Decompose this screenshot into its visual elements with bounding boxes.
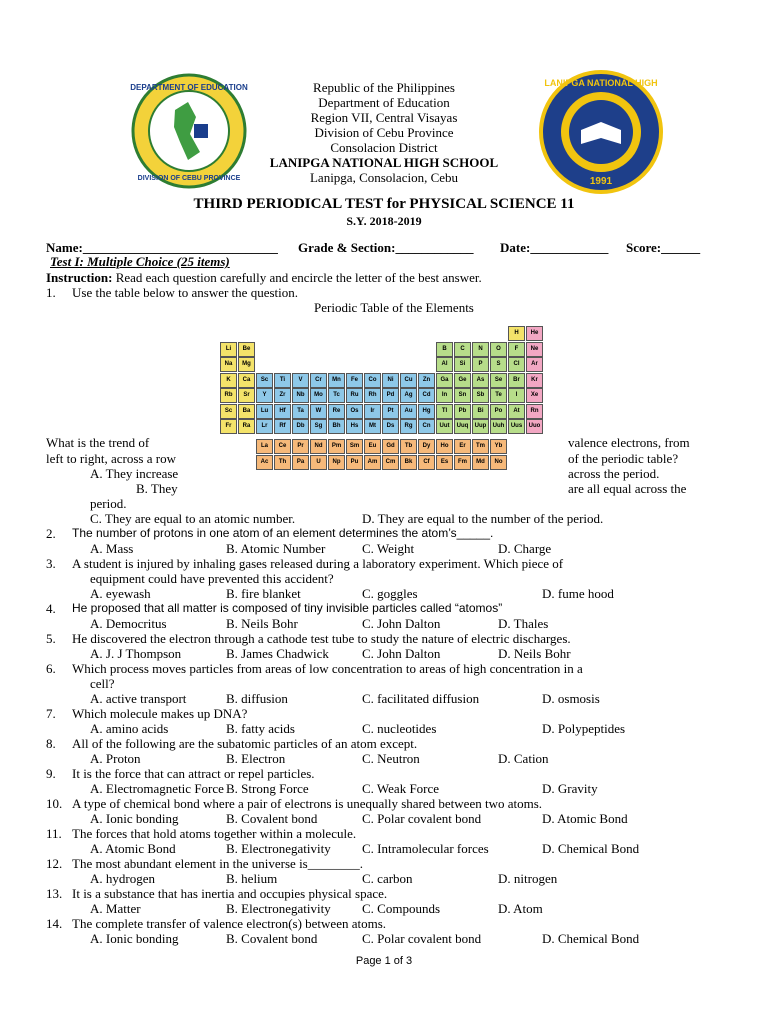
element-cell: Lu [256, 404, 273, 419]
option-d[interactable]: D. Cation [498, 751, 549, 766]
element-cell: No [490, 455, 507, 470]
option-b[interactable]: B. Strong Force [226, 781, 309, 796]
element-cell: Bk [400, 455, 417, 470]
question-text: A student is injured by inhaling gases released during a laboratory experiment. Which piece of [72, 556, 564, 571]
element-cell: Mn [328, 373, 345, 388]
element-cell: Zr [274, 388, 291, 403]
option-c[interactable]: C. Polar covalent bond [362, 931, 482, 946]
element-cell: Dy [418, 439, 435, 454]
element-cell: Ra [238, 419, 255, 434]
element-cell: C [454, 342, 471, 357]
element-cell: Br [508, 373, 525, 388]
question-number: 11. [46, 826, 62, 841]
element-cell: Hs [346, 419, 363, 434]
element-cell: Po [490, 404, 507, 419]
element-cell: Xe [526, 388, 543, 403]
option-d[interactable]: D. osmosis [542, 691, 600, 706]
element-cell: Cl [508, 357, 525, 372]
option-b[interactable]: B. diffusion [226, 691, 288, 706]
element-cell: Uuq [454, 419, 471, 434]
element-cell: In [436, 388, 453, 403]
option-b[interactable]: B. James Chadwick [226, 646, 329, 661]
element-cell: H [508, 326, 525, 341]
element-cell: Pb [454, 404, 471, 419]
element-cell: Tc [328, 388, 345, 403]
option-a[interactable]: A. Atomic Bond [90, 841, 176, 856]
element-cell: Ru [346, 388, 363, 403]
header-line: Department of Education [318, 95, 450, 110]
element-cell: I [508, 388, 525, 403]
element-cell: K [220, 373, 237, 388]
option-c[interactable]: C. facilitated diffusion [362, 691, 480, 706]
element-cell: Yb [490, 439, 507, 454]
test-title: THIRD PERIODICAL TEST for PHYSICAL SCIENCE 11 [193, 196, 575, 212]
question-text: It is the force that can attract or repel particles. [72, 766, 315, 781]
element-cell: Cn [418, 419, 435, 434]
element-cell: Y [256, 388, 273, 403]
element-cell: Ta [292, 404, 309, 419]
option-a[interactable]: A. hydrogen [90, 871, 155, 886]
element-cell: Pr [292, 439, 309, 454]
option-a[interactable]: A. amino acids [90, 721, 169, 736]
question-number: 9. [46, 766, 56, 781]
element-cell: He [526, 326, 543, 341]
element-cell: Th [274, 455, 291, 470]
svg-text:DIVISION OF CEBU PROVINCE: DIVISION OF CEBU PROVINCE [137, 175, 241, 182]
date-field[interactable]: Date:____________ [500, 240, 609, 255]
option-c[interactable]: C. Polar covalent bond [362, 811, 482, 826]
question-number: 10. [46, 796, 63, 811]
element-cell: Es [436, 455, 453, 470]
element-cell: Cd [418, 388, 435, 403]
element-cell: Ho [436, 439, 453, 454]
svg-text:1991: 1991 [589, 176, 613, 187]
element-cell: Ba [238, 404, 255, 419]
element-cell: Cu [400, 373, 417, 388]
element-cell: Pa [292, 455, 309, 470]
question-text: It is a substance that has inertia and occupies physical space. [72, 886, 388, 901]
element-cell: N [472, 342, 489, 357]
question-text-cont: equipment could have prevented this accident? [90, 571, 334, 586]
element-cell: F [508, 342, 525, 357]
element-cell: Ce [274, 439, 291, 454]
option-b[interactable]: B. Covalent bond [226, 931, 318, 946]
element-cell: Lr [256, 419, 273, 434]
element-cell: Hf [274, 404, 291, 419]
element-cell: Pd [382, 388, 399, 403]
element-cell: Ir [364, 404, 381, 419]
element-cell: Be [238, 342, 255, 357]
question-number: 14. [46, 916, 63, 931]
element-cell: Ar [526, 357, 543, 372]
element-cell: La [256, 439, 273, 454]
question-text: Which molecule makes up DNA? [72, 706, 248, 721]
element-cell: V [292, 373, 309, 388]
question-text-cont: cell? [90, 676, 115, 691]
element-cell: Gd [382, 439, 399, 454]
question-text: valence electrons, from [568, 435, 690, 450]
element-cell: Ni [382, 373, 399, 388]
option-d[interactable]: D. Chemical Bond [542, 841, 640, 856]
element-cell: Er [454, 439, 471, 454]
element-cell: Na [220, 357, 237, 372]
header-line: Republic of the Philippines [313, 80, 455, 95]
periodic-table-title: Periodic Table of the Elements [314, 300, 474, 315]
element-cell: Ag [400, 388, 417, 403]
instruction-text: Read each question carefully and encircle the letter of the best answer. [112, 270, 482, 285]
element-cell: B [436, 342, 453, 357]
option-c[interactable]: C. Compounds [362, 901, 441, 916]
element-cell: Ti [274, 373, 291, 388]
question-number: 4. [46, 601, 56, 616]
grade-section-field[interactable]: Grade & Section:____________ [298, 240, 474, 255]
school-address: Lanipga, Consolacion, Cebu [309, 170, 459, 185]
option-b-cont: are all equal across the [568, 481, 687, 496]
element-cell: Bh [328, 419, 345, 434]
header-line: Division of Cebu Province [314, 125, 454, 140]
option-d[interactable]: D. They are equal to the number of the period. [362, 511, 604, 526]
option-b[interactable]: B. Electronegativity [226, 901, 331, 916]
school-name: LANIPGA NATIONAL HIGH SCHOOL [269, 155, 499, 170]
element-cell: Mt [364, 419, 381, 434]
element-cell: Uuo [526, 419, 543, 434]
question-text: left to right, across a row [46, 451, 176, 466]
question-number: 6. [46, 661, 56, 676]
question-number: 3. [46, 556, 56, 571]
option-b[interactable]: B. fire blanket [226, 586, 301, 601]
element-cell: Rn [526, 404, 543, 419]
option-a[interactable]: A. Electromagnetic Force [90, 781, 224, 796]
element-cell: Ge [454, 373, 471, 388]
element-cell: Pt [382, 404, 399, 419]
element-cell: U [310, 455, 327, 470]
element-cell: Nb [292, 388, 309, 403]
option-c[interactable]: C. carbon [362, 871, 413, 886]
question-text: Which process moves particles from areas of low concentration to areas of high concentration in a [72, 661, 583, 676]
option-d[interactable]: D. Charge [498, 541, 552, 556]
element-cell: Sb [472, 388, 489, 403]
element-cell: Mo [310, 388, 327, 403]
element-cell: Tm [472, 439, 489, 454]
option-a-cont: across the period. [568, 466, 660, 481]
element-cell: Pu [346, 455, 363, 470]
question-text: of the periodic table? [568, 451, 679, 466]
instruction [46, 270, 768, 285]
question-text: He discovered the electron through a cathode test tube to study the nature of electric discharges. [72, 631, 571, 646]
option-c[interactable]: C. nucleotides [362, 721, 437, 736]
option-b[interactable]: B. Electron [226, 751, 286, 766]
question-text: The complete transfer of valence electron(s) between atoms. [72, 916, 387, 931]
element-cell: Te [490, 388, 507, 403]
element-cell: Ds [382, 419, 399, 434]
element-cell: Sn [454, 388, 471, 403]
element-cell: Au [400, 404, 417, 419]
element-cell: Ca [238, 373, 255, 388]
option-b[interactable]: B. They [136, 481, 178, 496]
question-text: The forces that hold atoms together within a molecule. [72, 826, 357, 841]
question-number: 13. [46, 886, 63, 901]
element-cell: Tb [400, 439, 417, 454]
question-number: 7. [46, 706, 56, 721]
element-cell: Fe [346, 373, 363, 388]
header-line: Consolacion District [330, 140, 438, 155]
element-cell: Sc [220, 404, 237, 419]
element-cell: Pm [328, 439, 345, 454]
option-d[interactable]: D. Neils Bohr [498, 646, 571, 661]
element-cell: Bi [472, 404, 489, 419]
option-b[interactable]: B. Electronegativity [226, 841, 331, 856]
element-cell: Re [328, 404, 345, 419]
question-text: All of the following are the subatomic particles of an atom except. [72, 736, 418, 751]
option-c[interactable]: C. John Dalton [362, 646, 441, 661]
element-cell: Uuh [490, 419, 507, 434]
element-cell: Np [328, 455, 345, 470]
element-cell: Md [472, 455, 489, 470]
element-cell: Db [292, 419, 309, 434]
option-a[interactable]: A. Ionic bonding [90, 931, 179, 946]
element-cell: Eu [364, 439, 381, 454]
element-cell: Se [490, 373, 507, 388]
option-b-cont: period. [90, 496, 127, 511]
element-cell: Zn [418, 373, 435, 388]
element-cell: Rb [220, 388, 237, 403]
option-c[interactable]: C. goggles [362, 586, 418, 601]
option-c[interactable]: C. Weight [362, 541, 415, 556]
question-text: The most abundant element in the universe is________. [72, 856, 363, 871]
option-b[interactable]: B. fatty acids [226, 721, 295, 736]
element-cell: Ga [436, 373, 453, 388]
element-cell: At [508, 404, 525, 419]
element-cell: Os [346, 404, 363, 419]
element-cell: Uus [508, 419, 525, 434]
question-text: What is the trend of [46, 435, 150, 450]
option-d[interactable]: D. Atomic Bond [542, 811, 628, 826]
question-number: 1. [46, 285, 56, 300]
question-text: Use the table below to answer the question. [72, 285, 298, 300]
element-cell: Rh [364, 388, 381, 403]
option-c[interactable]: C. Intramolecular forces [362, 841, 489, 856]
option-a[interactable]: A. Matter [90, 901, 141, 916]
page-number: Page 1 of 3 [355, 955, 413, 967]
option-b[interactable]: B. Neils Bohr [226, 616, 298, 631]
question-number: 5. [46, 631, 56, 646]
option-a[interactable]: A. active transport [90, 691, 187, 706]
option-b[interactable]: B. helium [226, 871, 278, 886]
element-cell: Sm [346, 439, 363, 454]
question-number: 8. [46, 736, 56, 751]
option-c[interactable]: C. They are equal to an atomic number. [90, 511, 296, 526]
element-cell: Co [364, 373, 381, 388]
question-text: A type of chemical bond where a pair of electrons is unequally shared between two atoms. [72, 796, 543, 811]
element-cell: Ne [526, 342, 543, 357]
element-cell: Cr [310, 373, 327, 388]
question-text: The number of protons in one atom of an element determines the atom’s_____. [72, 526, 494, 540]
svg-text:LANIPGA NATIONAL HIGH: LANIPGA NATIONAL HIGH [544, 78, 658, 88]
periodic-table-image [212, 318, 550, 498]
element-cell: Li [220, 342, 237, 357]
option-d[interactable]: D. Polypeptides [542, 721, 626, 736]
school-year: S.Y. 2018-2019 [346, 214, 422, 228]
element-cell: Rf [274, 419, 291, 434]
element-cell: Cf [418, 455, 435, 470]
option-d[interactable]: D. Atom [498, 901, 543, 916]
header-line: Region VII, Central Visayas [310, 110, 458, 125]
element-cell: Kr [526, 373, 543, 388]
element-cell: Al [436, 357, 453, 372]
element-cell: Hg [418, 404, 435, 419]
option-a[interactable]: A. Democritus [90, 616, 167, 631]
option-d[interactable]: D. Chemical Bond [542, 931, 640, 946]
option-d[interactable]: D. Gravity [542, 781, 598, 796]
option-c[interactable]: C. Neutron [362, 751, 420, 766]
element-cell: Mg [238, 357, 255, 372]
element-cell: Nd [310, 439, 327, 454]
element-cell: Uup [472, 419, 489, 434]
element-cell: Sg [310, 419, 327, 434]
element-cell: As [472, 373, 489, 388]
element-cell: Sr [238, 388, 255, 403]
element-cell: O [490, 342, 507, 357]
option-c[interactable]: C. John Dalton [362, 616, 441, 631]
option-a[interactable]: A. They increase [90, 466, 179, 481]
svg-text:DEPARTMENT OF EDUCATION: DEPARTMENT OF EDUCATION [130, 83, 248, 92]
option-a[interactable]: A. eyewash [90, 586, 151, 601]
element-cell: Am [364, 455, 381, 470]
element-cell: Tl [436, 404, 453, 419]
option-a[interactable]: A. Proton [90, 751, 141, 766]
element-cell: Si [454, 357, 471, 372]
element-cell: P [472, 357, 489, 372]
element-cell: S [490, 357, 507, 372]
question-number: 2. [46, 526, 56, 541]
option-c[interactable]: C. Weak Force [362, 781, 440, 796]
option-a[interactable]: A. Ionic bonding [90, 811, 179, 826]
instruction-label: Instruction: [46, 270, 113, 285]
option-d[interactable]: D. Thales [498, 616, 549, 631]
element-cell: Fr [220, 419, 237, 434]
element-cell: W [310, 404, 327, 419]
element-cell: Cm [382, 455, 399, 470]
score-field[interactable]: Score:______ [626, 240, 701, 255]
element-cell: Uut [436, 419, 453, 434]
option-a[interactable]: A. Mass [90, 541, 134, 556]
option-a[interactable]: A. J. J Thompson [90, 646, 182, 661]
name-field[interactable]: Name:______________________________ [46, 240, 278, 255]
test-label: Test I: Multiple Choice (25 items) [50, 254, 230, 269]
question-text: He proposed that all matter is composed of tiny invisible particles called “atomos” [72, 601, 503, 615]
element-cell: Fm [454, 455, 471, 470]
element-cell: Sc [256, 373, 273, 388]
element-cell: Ac [256, 455, 273, 470]
option-d[interactable]: D. nitrogen [498, 871, 558, 886]
option-b[interactable]: B. Atomic Number [226, 541, 326, 556]
option-d[interactable]: D. fume hood [542, 586, 614, 601]
option-b[interactable]: B. Covalent bond [226, 811, 318, 826]
question-number: 12. [46, 856, 63, 871]
element-cell: Rg [400, 419, 417, 434]
